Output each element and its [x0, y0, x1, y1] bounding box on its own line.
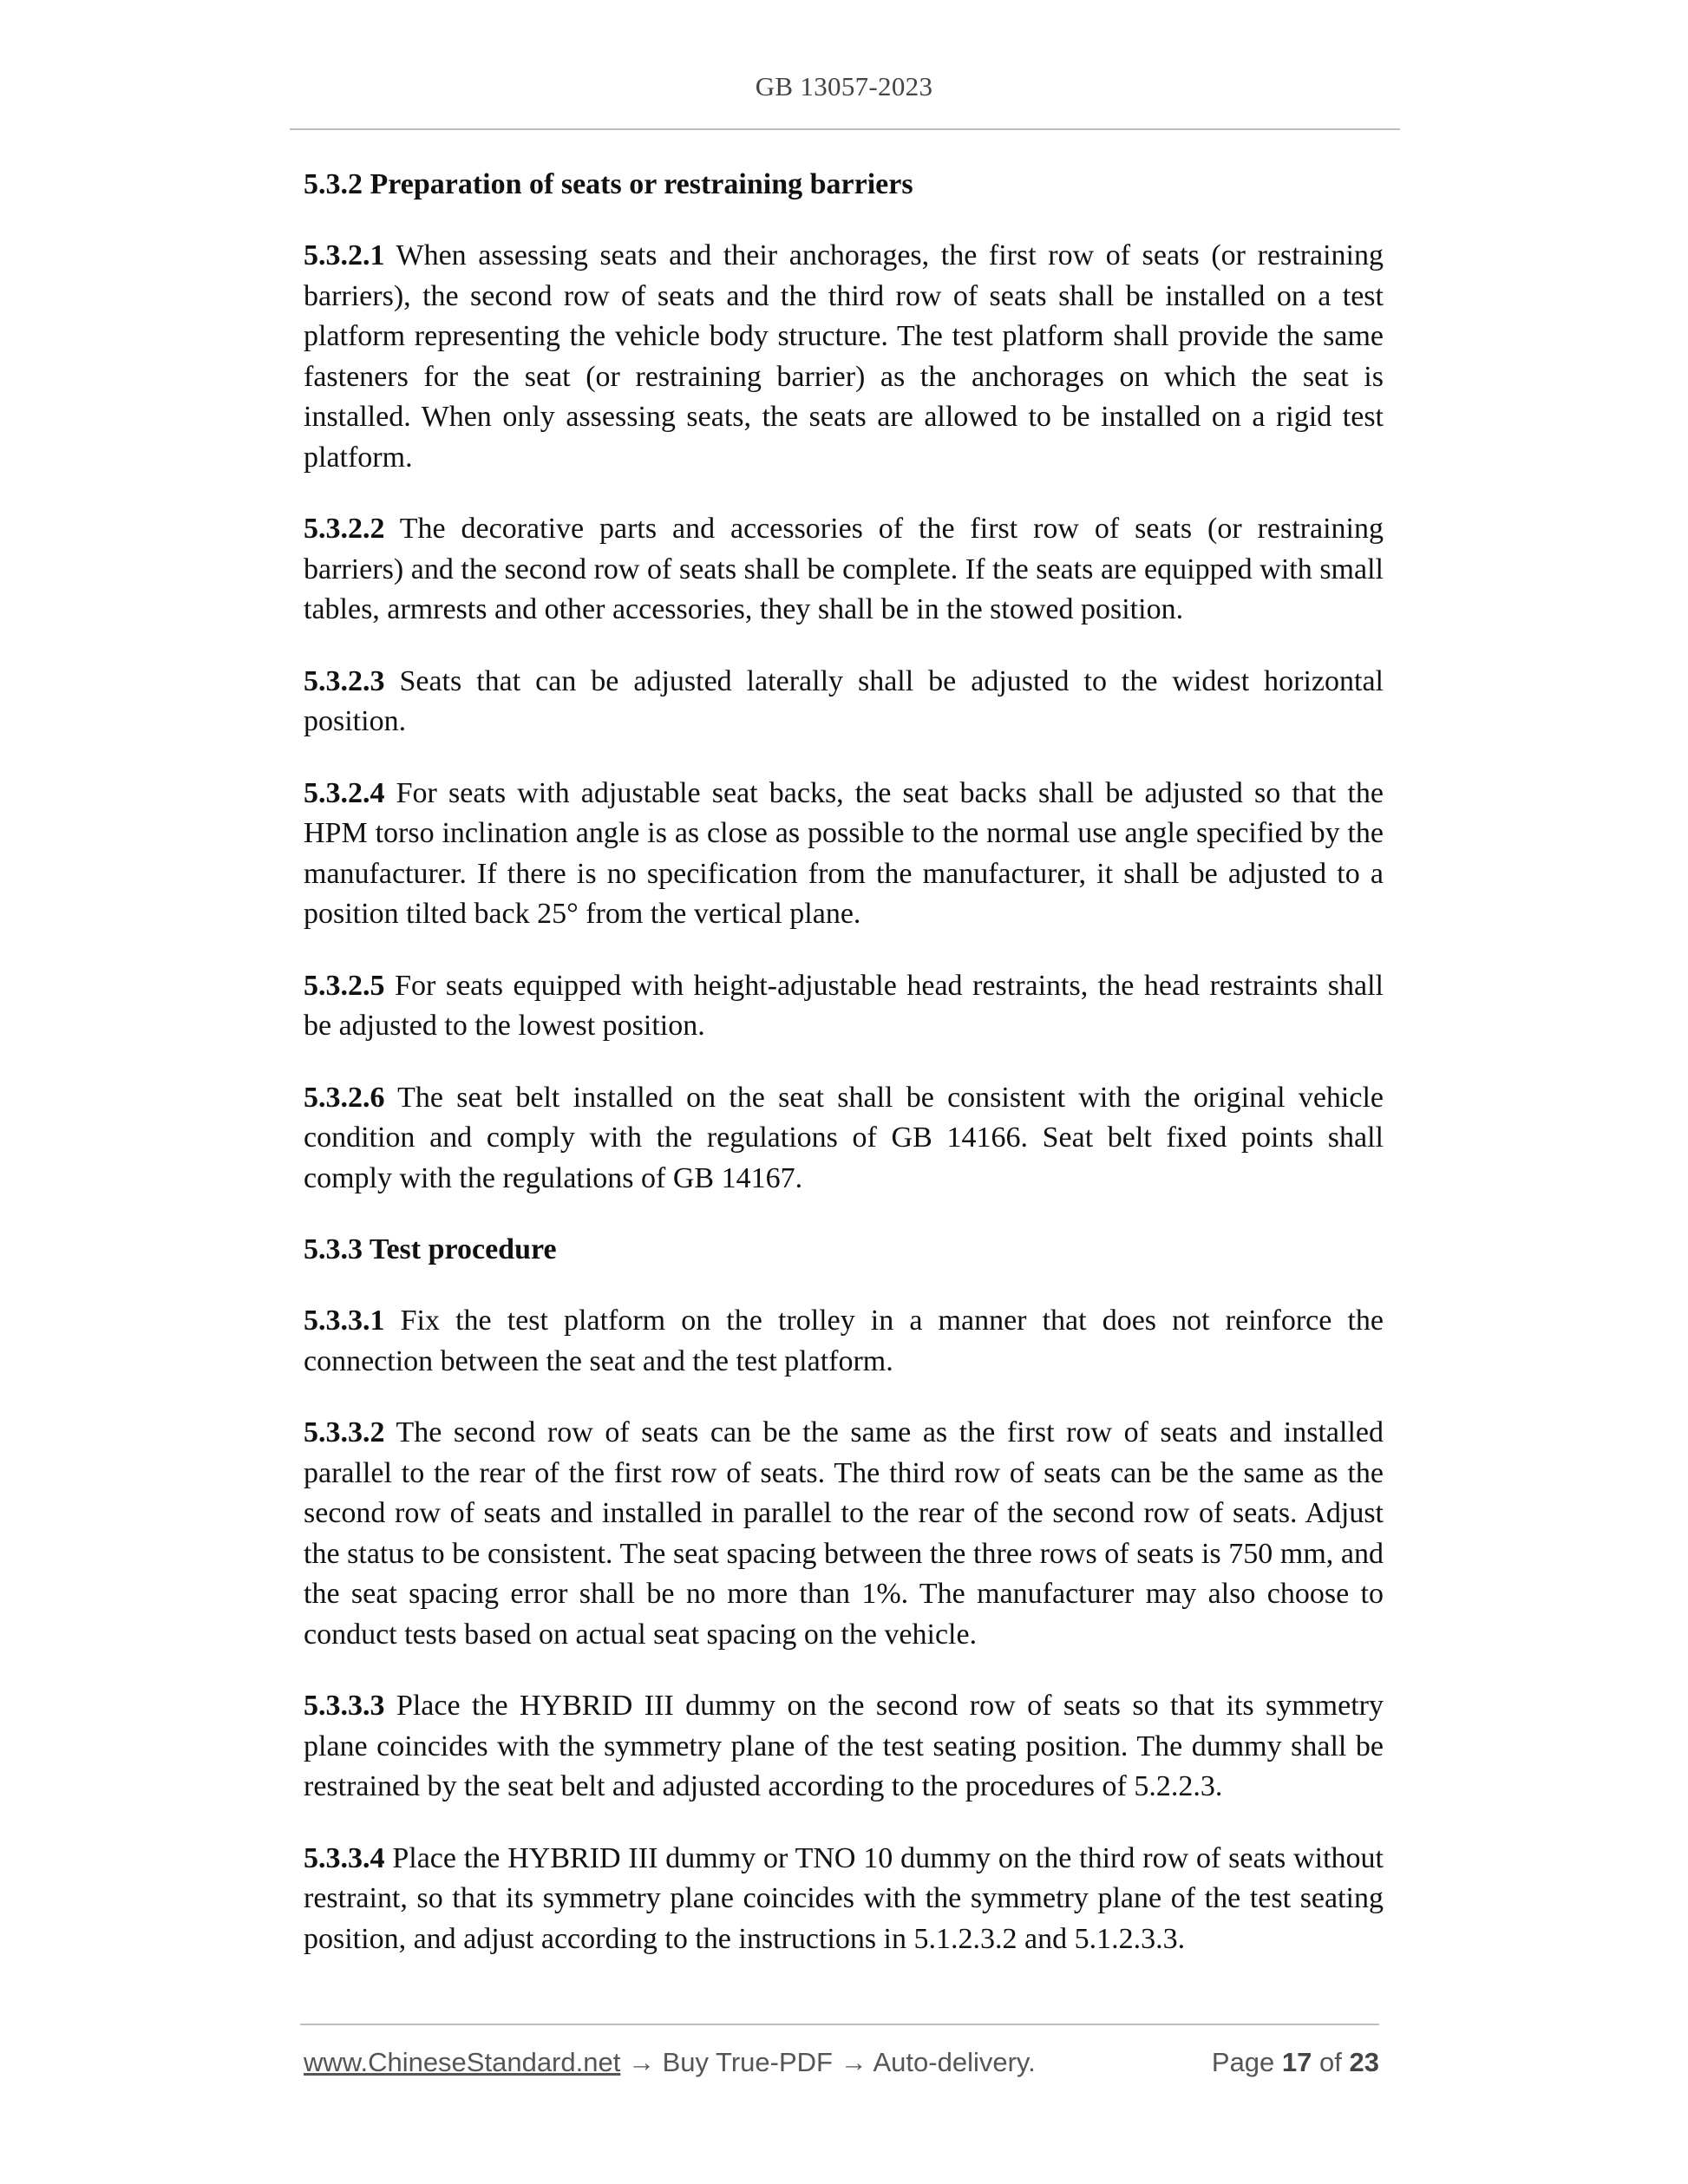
- clause-number: 5.3.2.2: [304, 513, 385, 545]
- clause-text: The second row of seats can be the same as the first row of seats and installed parallel to the rear of the first row of seats. The third row of seats can be the same as the second row of seats and installed in parallel to the rear of the second row of seats. Adjust the status to be consistent. The seat spacing between the three rows of seats is 750 mm, and the seat spacing error shall be no more than 1%. The manufacturer may also choose to conduct tests based on actual seat spacing on the vehicle.: [304, 1416, 1384, 1651]
- section-heading-5-3-2: 5.3.2 Preparation of seats or restraining barriers: [304, 168, 913, 200]
- clause-text: Place the HYBRID III dummy on the second row of seats so that its symmetry plane coincides with the symmetry plane of the test seating position. The dummy shall be restrained by the seat belt and adjusted according to the procedures of 5.2.2.3.: [304, 1690, 1384, 1802]
- clause-text: When assessing seats and their anchorages, the first row of seats (or restraining barriers), the second row of seats and the third row of seats shall be installed on a test platform representing the vehicle body structure. The test platform shall provide the same fasteners for the seat (or restraining barrier) as the anchorages on which the seat is installed. When only assessing seats, the seats are allowed to be installed on a rigid test platform.: [304, 239, 1384, 474]
- website-link[interactable]: www.ChineseStandard.net: [304, 2047, 621, 2077]
- clause-number: 5.3.2.6: [304, 1081, 385, 1114]
- paragraph-5-3-2-2: [304, 509, 1384, 631]
- clause-number: 5.3.3.3: [304, 1690, 385, 1722]
- page-footer: [304, 2047, 1379, 2078]
- clause-number: 5.3.2.1: [304, 239, 385, 271]
- section-heading-5-3-3: 5.3.3 Test procedure: [304, 1233, 557, 1265]
- header-divider: [290, 128, 1400, 130]
- buy-pdf-text: Buy True-PDF: [662, 2047, 833, 2077]
- footer-divider: [300, 2024, 1379, 2025]
- of-label: of: [1319, 2047, 1342, 2077]
- document-body: [304, 165, 1384, 1991]
- paragraph-5-3-2-1: [304, 236, 1384, 478]
- clause-text: Place the HYBRID III dummy or TNO 10 dummy on the third row of seats without restraint, so that its symmetry plane coincides with the symmetry plane of the test seating position, and adjust according to the instructions in 5.1.2.3.2 and 5.1.2.3.3.: [304, 1841, 1384, 1955]
- page-indicator: [1212, 2047, 1379, 2078]
- current-page-number: 17: [1281, 2047, 1312, 2077]
- paragraph-5-3-3-2: [304, 1413, 1384, 1655]
- clause-number: 5.3.2.5: [304, 969, 385, 1002]
- clause-text: For seats equipped with height-adjustable head restraints, the head restraints shall be adjusted to the lowest position.: [304, 969, 1384, 1042]
- paragraph-5-3-2-3: [304, 662, 1384, 742]
- clause-number: 5.3.2.3: [304, 664, 385, 697]
- arrow-icon: →: [627, 2047, 655, 2077]
- clause-number: 5.3.3.1: [304, 1305, 385, 1337]
- clause-text: Seats that can be adjusted laterally shall be adjusted to the widest horizontal position.: [304, 664, 1384, 737]
- footer-promo: [304, 2047, 1036, 2078]
- clause-text: For seats with adjustable seat backs, the seat backs shall be adjusted so that the HPM torso inclination angle is as close as possible to the normal use angle specified by the manufacturer. If there is no specification from the manufacturer, it shall be adjusted to a position tilted back 25° from the vertical plane.: [304, 776, 1384, 930]
- paragraph-5-3-2-4: [304, 774, 1384, 935]
- document-id-header: GB 13057-2023: [755, 71, 933, 101]
- auto-delivery-text: Auto-delivery.: [873, 2047, 1036, 2077]
- paragraph-5-3-2-5: [304, 966, 1384, 1047]
- clause-text: Fix the test platform on the trolley in a manner that does not reinforce the connection between the seat and the test platform.: [304, 1305, 1384, 1377]
- page-label: Page: [1211, 2047, 1275, 2077]
- arrow-icon: →: [840, 2047, 867, 2077]
- clause-number: 5.3.3.2: [304, 1416, 385, 1448]
- clause-number: 5.3.3.4: [304, 1841, 385, 1874]
- clause-text: The seat belt installed on the seat shall be consistent with the original vehicle condition and comply with the regulations of GB 14166. Seat belt fixed points shall comply with the regulations of GB 14167.: [304, 1081, 1384, 1194]
- clause-text: The decorative parts and accessories of the first row of seats (or restraining barriers) and the second row of seats shall be complete. If the seats are equipped with small tables, armrests and other accessories, they shall be in the stowed position.: [304, 513, 1384, 625]
- total-page-count: 23: [1349, 2047, 1379, 2077]
- paragraph-5-3-3-4: [304, 1839, 1384, 1960]
- paragraph-5-3-3-1: [304, 1301, 1384, 1382]
- paragraph-5-3-3-3: [304, 1686, 1384, 1808]
- clause-number: 5.3.2.4: [304, 776, 385, 809]
- paragraph-5-3-2-6: [304, 1078, 1384, 1200]
